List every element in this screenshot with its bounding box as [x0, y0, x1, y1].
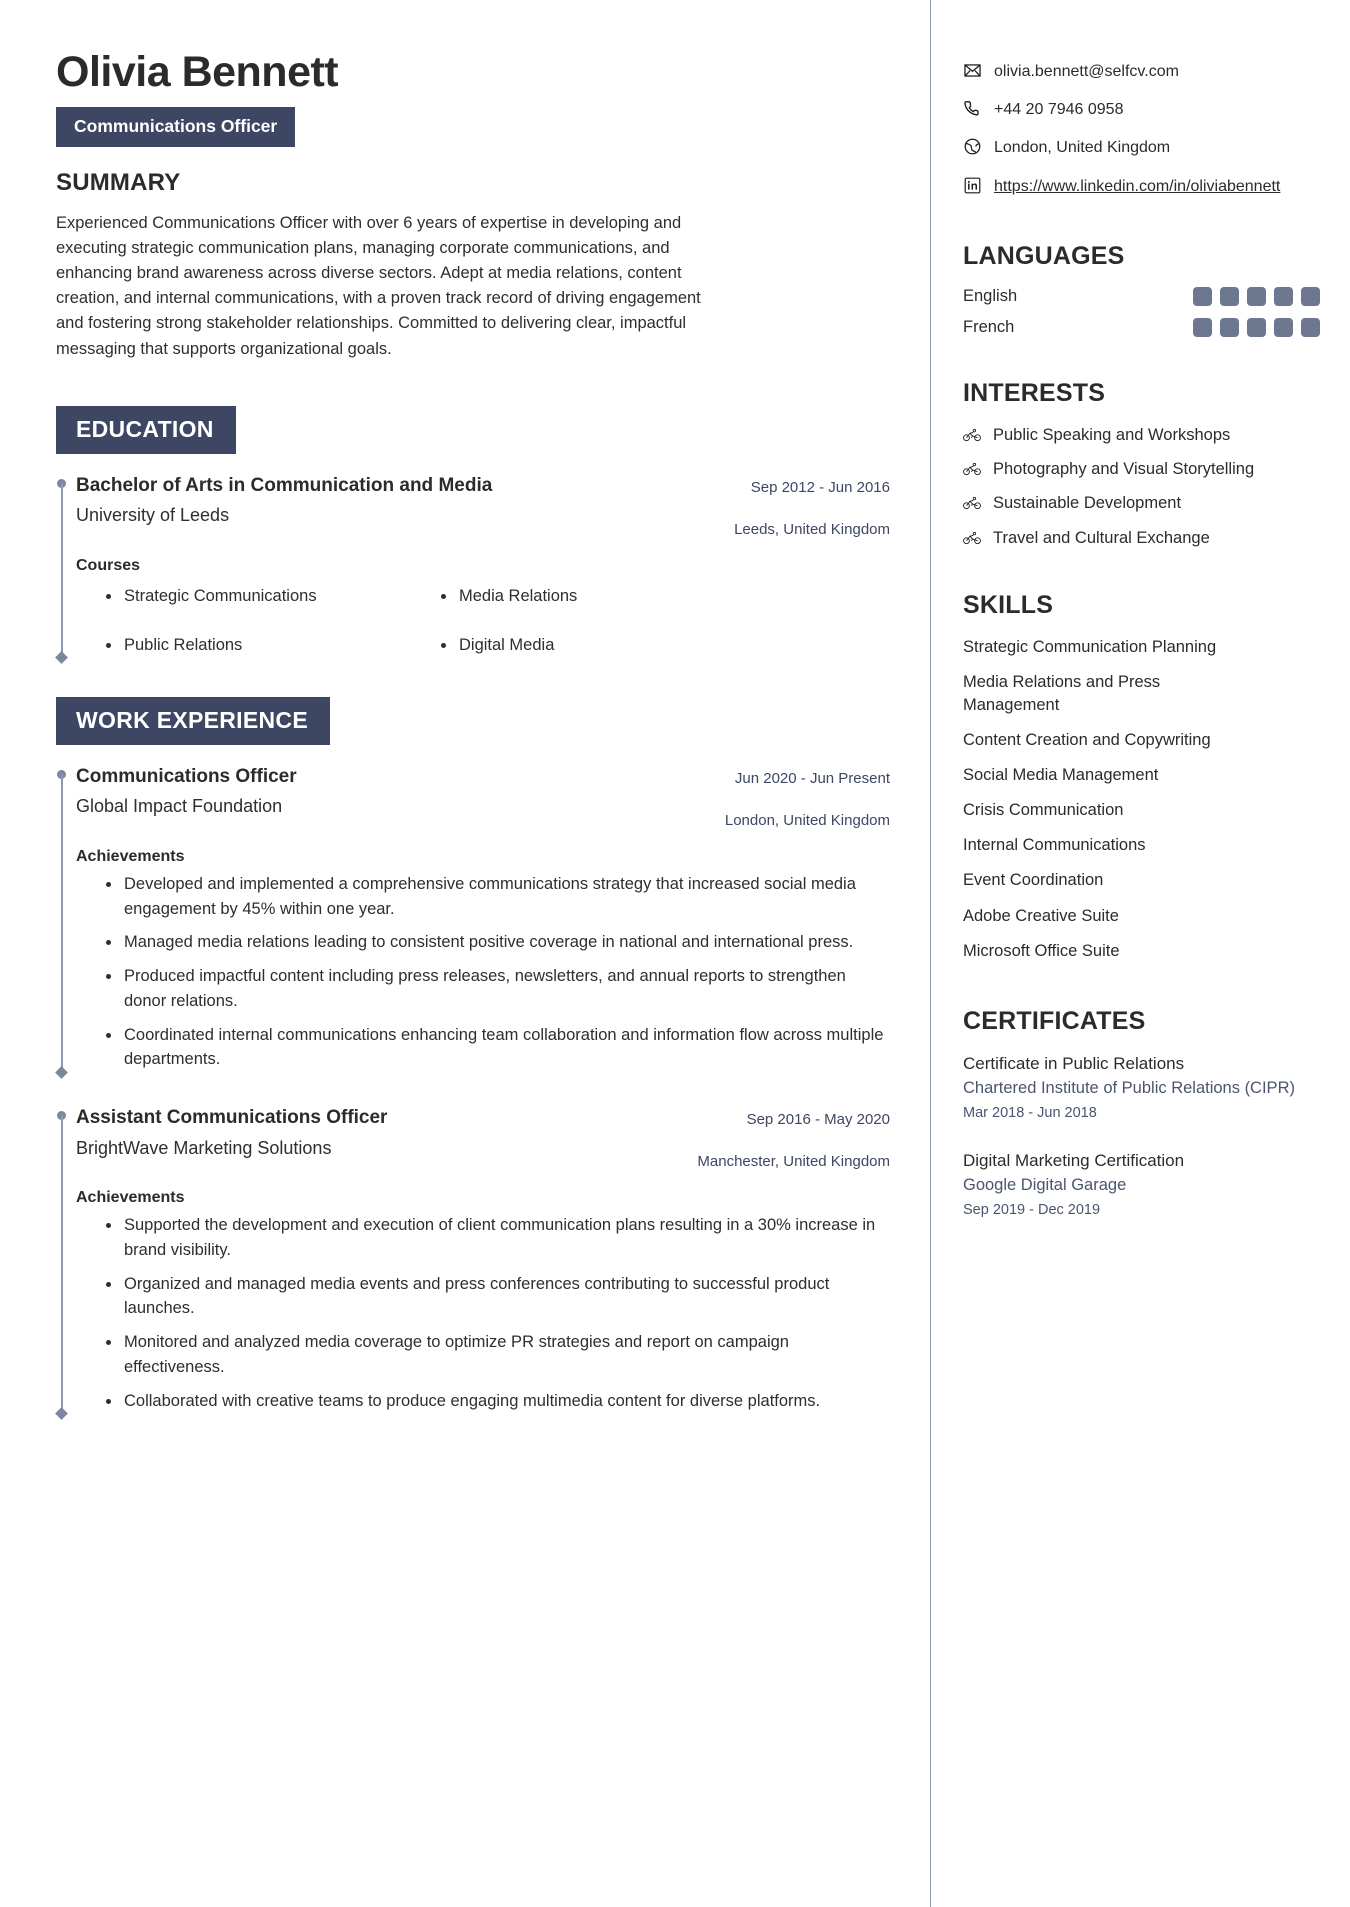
email-text[interactable]: olivia.bennett@selfcv.com [994, 63, 1179, 80]
interest-label: Public Speaking and Workshops [993, 425, 1231, 444]
timeline-line [61, 483, 63, 657]
achievement-item: Produced impactful content including press releases, newsletters, and annual reports to strengthen donor relations. [106, 964, 890, 1014]
contact-linkedin-row [963, 175, 1320, 198]
education-section [56, 406, 890, 657]
level-square [1274, 287, 1293, 306]
summary-heading: SUMMARY [56, 169, 181, 197]
skill-item: Adobe Creative Suite [963, 906, 1119, 925]
languages-heading: LANGUAGES [963, 241, 1125, 270]
language-name: English [963, 286, 1018, 305]
level-square [1193, 318, 1212, 337]
contact-location-row [963, 136, 1320, 159]
course-item: Public Relations [106, 634, 421, 657]
contact-email-row [963, 60, 1320, 83]
interests-heading: INTERESTS [963, 378, 1106, 407]
interest-label: Sustainable Development [993, 494, 1182, 513]
work-experience-section [56, 697, 890, 1414]
phone-text[interactable]: +44 20 7946 0958 [994, 101, 1124, 119]
summary-section [56, 169, 890, 361]
summary-text: Experienced Communications Officer with over 6 years of expertise in developing and executing strategic communication plans, managing corporate communications, and enhancing brand awareness across diverse sectors. Adept at media relations, content creation, and internal communications, with a proven track record of driving engagement and fostering strong stakeholder relationships. Committed to delivering clear, impactful messaging that supports organizational goals. [56, 214, 701, 358]
certificate-name: Digital Marketing Certification [963, 1150, 1185, 1170]
work-location: Manchester, United Kingdom [697, 1153, 890, 1171]
work-entry-main [76, 1106, 697, 1161]
language-row [963, 287, 1320, 306]
achievement-item: Monitored and analyzed media coverage to optimize PR strategies and report on campaign effectiveness. [106, 1330, 890, 1380]
level-square [1220, 318, 1239, 337]
email-icon [963, 60, 984, 80]
work-location: London, United Kingdom [724, 811, 890, 829]
education-entry [56, 474, 890, 657]
achievements-list [76, 872, 890, 1072]
skill-item: Internal Communications [963, 836, 1146, 855]
skills-section [963, 591, 1320, 963]
level-square [1301, 287, 1320, 306]
timeline-line [61, 1115, 63, 1413]
work-date: Sep 2016 - May 2020 [746, 1111, 890, 1129]
interest-item [963, 458, 1320, 480]
course-item: Strategic Communications [106, 585, 421, 608]
skill-item: Crisis Communication [963, 801, 1124, 820]
achievement-item: Organized and managed media events and press conferences contributing to successful product launches. [106, 1272, 890, 1322]
skill-item: Microsoft Office Suite [963, 941, 1120, 960]
skills-heading: SKILLS [963, 590, 1054, 619]
bicycle-icon [963, 496, 985, 510]
skill-item: Strategic Communication Planning [963, 637, 1217, 656]
certificate-date: Mar 2018 - Jun 2018 [963, 1104, 1097, 1121]
education-location: Leeds, United Kingdom [734, 520, 890, 538]
level-square [1301, 318, 1320, 337]
bicycle-icon [963, 531, 985, 545]
interest-item [963, 527, 1320, 549]
interest-label: Photography and Visual Storytelling [993, 460, 1255, 479]
bicycle-icon [963, 428, 985, 442]
education-entry-meta [700, 474, 890, 540]
skill-item: Content Creation and Copywriting [963, 731, 1211, 750]
education-date: Sep 2012 - Jun 2016 [750, 478, 890, 496]
work-date: Jun 2020 - Jun Present [734, 769, 890, 787]
timeline-diamond-icon [55, 651, 68, 664]
job-title-badge: Communications Officer [56, 107, 295, 147]
certificate-name: Certificate in Public Relations [963, 1053, 1185, 1073]
education-heading: EDUCATION [56, 406, 236, 454]
interest-label: Travel and Cultural Exchange [993, 528, 1210, 547]
courses-label: Courses [76, 556, 141, 574]
achievements-list [76, 1213, 890, 1413]
contact-section [963, 60, 1320, 198]
education-entry-header [76, 474, 890, 540]
language-row [963, 318, 1320, 337]
company-name: Global Impact Foundation [76, 796, 283, 817]
level-square [1247, 318, 1266, 337]
achievements-label: Achievements [76, 1189, 185, 1207]
certificates-heading: CERTIFICATES [963, 1006, 1146, 1035]
language-level-meter [1193, 287, 1320, 306]
language-level-meter [1193, 318, 1320, 337]
languages-section [963, 242, 1320, 337]
course-item: Media Relations [441, 585, 756, 608]
skill-item: Social Media Management [963, 766, 1159, 785]
contact-phone-row [963, 98, 1320, 121]
work-entry-meta [700, 765, 890, 831]
certificate-date: Sep 2019 - Dec 2019 [963, 1202, 1101, 1219]
timeline-diamond-icon [55, 1407, 68, 1420]
certificate-item [963, 1149, 1320, 1220]
work-entry-main [76, 765, 700, 820]
school-name: University of Leeds [76, 505, 230, 526]
certificate-issuer: Chartered Institute of Public Relations (CIPR) [963, 1079, 1295, 1098]
achievement-item: Coordinated internal communications enhancing team collaboration and information flow across multiple departments. [106, 1023, 890, 1073]
education-entry-main [76, 474, 700, 529]
linkedin-link[interactable]: https://www.linkedin.com/in/oliviabennett [994, 177, 1281, 195]
level-square [1274, 318, 1293, 337]
globe-icon [963, 136, 984, 156]
work-entry-meta [697, 1106, 890, 1172]
timeline-diamond-icon [55, 1066, 68, 1079]
certificate-item [963, 1052, 1320, 1123]
job-role: Assistant Communications Officer [76, 1107, 388, 1129]
interest-item [963, 492, 1320, 514]
certificates-section [963, 1007, 1320, 1220]
achievement-item: Supported the development and execution of client communication plans resulting in a 30% increase in brand visibility. [106, 1213, 890, 1263]
linkedin-icon [963, 175, 984, 195]
location-text: London, United Kingdom [994, 139, 1171, 157]
job-role: Communications Officer [76, 765, 297, 787]
work-entry-header [76, 765, 890, 831]
achievement-item: Collaborated with creative teams to produce engaging multimedia content for diverse platforms. [106, 1389, 890, 1414]
interest-item [963, 424, 1320, 446]
work-experience-heading: WORK EXPERIENCE [56, 697, 330, 745]
work-entry [56, 1106, 890, 1413]
phone-icon [963, 98, 984, 118]
courses-grid [76, 585, 756, 657]
certificate-issuer: Google Digital Garage [963, 1176, 1127, 1195]
achievements-label: Achievements [76, 847, 185, 865]
timeline-line [61, 774, 63, 1072]
sidebar-column [930, 0, 1350, 1907]
achievement-item: Managed media relations leading to consistent positive coverage in national and international press. [106, 930, 890, 955]
interests-section [963, 379, 1320, 549]
work-entry-header [76, 1106, 890, 1172]
course-item: Digital Media [441, 634, 756, 657]
skill-item: Event Coordination [963, 871, 1104, 890]
work-entry [56, 765, 890, 1072]
level-square [1220, 287, 1239, 306]
level-square [1193, 287, 1212, 306]
language-name: French [963, 317, 1015, 336]
candidate-name: Olivia Bennett [56, 48, 339, 96]
bicycle-icon [963, 462, 985, 476]
achievement-item: Developed and implemented a comprehensive communications strategy that increased social media engagement by 45% within one year. [106, 872, 890, 922]
company-name: BrightWave Marketing Solutions [76, 1137, 332, 1158]
skill-item: Media Relations and Press Management [963, 672, 1161, 714]
level-square [1247, 287, 1266, 306]
degree-title: Bachelor of Arts in Communication and Media [76, 474, 493, 496]
